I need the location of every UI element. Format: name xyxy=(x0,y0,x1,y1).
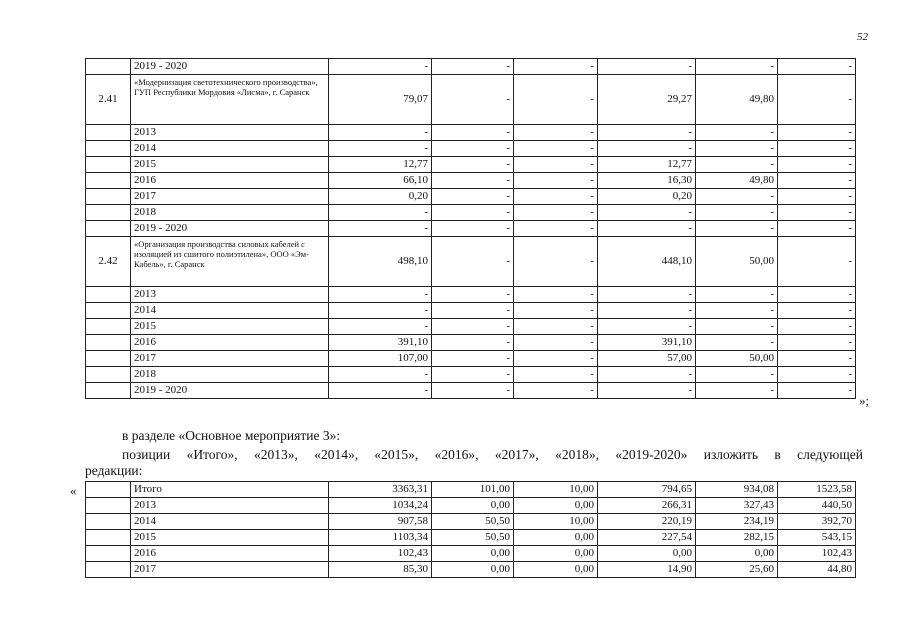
table-row xyxy=(86,514,856,530)
value-cell: - xyxy=(329,287,432,303)
table-row xyxy=(86,351,856,367)
instruction-text: позиции «Итого», «2013», «2014», «2015», «2016», «2017», «2018», «2019-2020» изложить в следующей xyxy=(122,447,863,462)
section-heading-text: в разделе «Основное мероприятие 3»: xyxy=(122,428,341,443)
value-cell: - xyxy=(432,157,514,173)
value-cell: 79,07 xyxy=(329,75,432,125)
value-cell: - xyxy=(432,383,514,399)
value-cell: - xyxy=(329,125,432,141)
value-cell: - xyxy=(696,303,778,319)
value-cell: 234,19 xyxy=(696,514,778,530)
value-cell: 3363,31 xyxy=(329,482,432,498)
row-number-cell xyxy=(86,173,131,189)
table-row xyxy=(86,189,856,205)
row-number-cell xyxy=(86,335,131,351)
value-cell: 391,10 xyxy=(329,335,432,351)
value-cell: - xyxy=(514,335,598,351)
value-cell: - xyxy=(514,189,598,205)
row-number-cell: 2.41 xyxy=(86,75,131,125)
period-cell: 2017 xyxy=(131,351,329,367)
value-cell: 85,30 xyxy=(329,562,432,578)
row-number-cell xyxy=(86,59,131,75)
period-cell: 2017 xyxy=(131,562,329,578)
row-number-cell xyxy=(86,141,131,157)
value-cell: 0,00 xyxy=(514,546,598,562)
value-cell: - xyxy=(514,173,598,189)
closing-quote-mark: »; xyxy=(859,393,870,408)
value-cell: 0,00 xyxy=(696,546,778,562)
value-cell: 14,90 xyxy=(598,562,696,578)
table-row xyxy=(86,562,856,578)
page-number: 52 xyxy=(857,31,868,43)
value-cell: - xyxy=(696,157,778,173)
value-cell: 0,00 xyxy=(514,562,598,578)
value-cell: 0,00 xyxy=(432,546,514,562)
value-cell: - xyxy=(598,125,696,141)
table-row xyxy=(86,546,856,562)
period-cell: Итого xyxy=(131,482,329,498)
value-cell: 0,00 xyxy=(432,562,514,578)
table-row xyxy=(86,303,856,319)
value-cell: - xyxy=(329,59,432,75)
period-cell: 2014 xyxy=(131,514,329,530)
row-number-cell xyxy=(86,205,131,221)
table-row xyxy=(86,530,856,546)
value-cell: - xyxy=(778,351,856,367)
table-row xyxy=(86,383,856,399)
value-cell: - xyxy=(696,125,778,141)
instruction-text-continued: редакции: xyxy=(85,463,143,478)
project-name-cell: «Модернизация светотехнического производства», ГУП Республики Мордовия «Лисма», г. Саранск xyxy=(131,75,329,125)
value-cell: 12,77 xyxy=(329,157,432,173)
value-cell: - xyxy=(432,141,514,157)
table-row xyxy=(86,205,856,221)
value-cell: 49,80 xyxy=(696,75,778,125)
value-cell: - xyxy=(696,319,778,335)
period-cell: 2013 xyxy=(131,287,329,303)
table-row xyxy=(86,482,856,498)
value-cell: 543,15 xyxy=(778,530,856,546)
value-cell: - xyxy=(696,189,778,205)
value-cell: - xyxy=(514,59,598,75)
value-cell: 66,10 xyxy=(329,173,432,189)
value-cell: 50,00 xyxy=(696,237,778,287)
row-number-cell xyxy=(86,287,131,303)
period-cell: 2016 xyxy=(131,335,329,351)
value-cell: 498,10 xyxy=(329,237,432,287)
value-cell: 10,00 xyxy=(514,514,598,530)
value-cell: - xyxy=(514,351,598,367)
value-cell: - xyxy=(432,59,514,75)
value-cell: 29,27 xyxy=(598,75,696,125)
period-cell: 2017 xyxy=(131,189,329,205)
period-cell: 2015 xyxy=(131,530,329,546)
value-cell: - xyxy=(696,59,778,75)
value-cell: 57,00 xyxy=(598,351,696,367)
value-cell: - xyxy=(329,383,432,399)
value-cell: - xyxy=(514,303,598,319)
value-cell: - xyxy=(329,319,432,335)
row-number-cell xyxy=(86,189,131,205)
value-cell: - xyxy=(432,221,514,237)
period-cell: 2016 xyxy=(131,173,329,189)
period-cell: 2018 xyxy=(131,205,329,221)
value-cell: - xyxy=(778,125,856,141)
table-row xyxy=(86,173,856,189)
value-cell: - xyxy=(514,75,598,125)
value-cell: - xyxy=(432,351,514,367)
row-number-cell: 2.42 xyxy=(86,237,131,287)
value-cell: - xyxy=(696,205,778,221)
table-row xyxy=(86,59,856,75)
value-cell: - xyxy=(778,141,856,157)
value-cell: 44,80 xyxy=(778,562,856,578)
period-cell: 2019 - 2020 xyxy=(131,221,329,237)
value-cell: - xyxy=(696,383,778,399)
table-row xyxy=(86,319,856,335)
value-cell: - xyxy=(598,287,696,303)
value-cell: - xyxy=(432,125,514,141)
value-cell: - xyxy=(778,383,856,399)
value-cell: - xyxy=(598,303,696,319)
value-cell: - xyxy=(696,141,778,157)
period-cell: 2016 xyxy=(131,546,329,562)
period-cell: 2018 xyxy=(131,367,329,383)
value-cell: 266,31 xyxy=(598,498,696,514)
table-row xyxy=(86,157,856,173)
value-cell: - xyxy=(432,335,514,351)
row-number-cell xyxy=(86,367,131,383)
value-cell: - xyxy=(778,221,856,237)
value-cell: 440,50 xyxy=(778,498,856,514)
value-cell: - xyxy=(329,141,432,157)
value-cell: 282,15 xyxy=(696,530,778,546)
value-cell: 448,10 xyxy=(598,237,696,287)
value-cell: - xyxy=(514,221,598,237)
value-cell: 50,50 xyxy=(432,514,514,530)
value-cell: - xyxy=(598,141,696,157)
row-number-cell xyxy=(86,562,131,578)
value-cell: 220,19 xyxy=(598,514,696,530)
value-cell: 907,58 xyxy=(329,514,432,530)
row-number-cell xyxy=(86,514,131,530)
row-number-cell xyxy=(86,351,131,367)
value-cell: - xyxy=(778,173,856,189)
value-cell: 16,30 xyxy=(598,173,696,189)
period-cell: 2019 - 2020 xyxy=(131,383,329,399)
row-number-cell xyxy=(86,221,131,237)
value-cell: - xyxy=(598,319,696,335)
period-cell: 2019 - 2020 xyxy=(131,59,329,75)
value-cell: - xyxy=(432,303,514,319)
opening-quote-mark: « xyxy=(70,483,77,498)
value-cell: 0,00 xyxy=(514,498,598,514)
value-cell: 0,00 xyxy=(514,530,598,546)
value-cell: - xyxy=(514,125,598,141)
value-cell: - xyxy=(778,157,856,173)
value-cell: - xyxy=(329,303,432,319)
value-cell: - xyxy=(514,205,598,221)
value-cell: - xyxy=(778,59,856,75)
value-cell: 1103,34 xyxy=(329,530,432,546)
row-number-cell xyxy=(86,482,131,498)
value-cell: 101,00 xyxy=(432,482,514,498)
value-cell: - xyxy=(329,205,432,221)
value-cell: - xyxy=(778,335,856,351)
value-cell: - xyxy=(778,367,856,383)
value-cell: - xyxy=(598,221,696,237)
period-cell: 2015 xyxy=(131,157,329,173)
value-cell: - xyxy=(514,367,598,383)
table-row xyxy=(86,221,856,237)
value-cell: - xyxy=(778,75,856,125)
row-number-cell xyxy=(86,125,131,141)
value-cell: - xyxy=(432,189,514,205)
table-row xyxy=(86,125,856,141)
value-cell: 1034,24 xyxy=(329,498,432,514)
value-cell: - xyxy=(514,237,598,287)
replacement-table xyxy=(85,481,856,578)
period-cell: 2013 xyxy=(131,125,329,141)
value-cell: - xyxy=(778,303,856,319)
value-cell: 102,43 xyxy=(329,546,432,562)
value-cell: 1523,58 xyxy=(778,482,856,498)
value-cell: 50,50 xyxy=(432,530,514,546)
value-cell: - xyxy=(514,287,598,303)
value-cell: - xyxy=(432,319,514,335)
row-number-cell xyxy=(86,157,131,173)
value-cell: - xyxy=(329,367,432,383)
table-row xyxy=(86,498,856,514)
value-cell: - xyxy=(432,75,514,125)
table-row xyxy=(86,75,856,125)
value-cell: - xyxy=(696,335,778,351)
value-cell: - xyxy=(598,383,696,399)
value-cell: - xyxy=(696,367,778,383)
value-cell: 934,08 xyxy=(696,482,778,498)
value-cell: 794,65 xyxy=(598,482,696,498)
value-cell: 227,54 xyxy=(598,530,696,546)
value-cell: - xyxy=(514,319,598,335)
value-cell: 392,70 xyxy=(778,514,856,530)
value-cell: 25,60 xyxy=(696,562,778,578)
value-cell: 50,00 xyxy=(696,351,778,367)
value-cell: 0,20 xyxy=(329,189,432,205)
table-row xyxy=(86,141,856,157)
table-row xyxy=(86,367,856,383)
period-cell: 2013 xyxy=(131,498,329,514)
value-cell: - xyxy=(778,189,856,205)
value-cell: 391,10 xyxy=(598,335,696,351)
project-name-cell: «Организация производства силовых кабелей с изоляцией из сшитого полиэтилена», ООО «Эм-Кабель», г. Саранск xyxy=(131,237,329,287)
row-number-cell xyxy=(86,383,131,399)
value-cell: - xyxy=(598,59,696,75)
row-number-cell xyxy=(86,319,131,335)
value-cell: - xyxy=(432,287,514,303)
value-cell: - xyxy=(432,205,514,221)
value-cell: 107,00 xyxy=(329,351,432,367)
row-number-cell xyxy=(86,303,131,319)
value-cell: 327,43 xyxy=(696,498,778,514)
row-number-cell xyxy=(86,546,131,562)
value-cell: - xyxy=(432,173,514,189)
row-number-cell xyxy=(86,530,131,546)
value-cell: - xyxy=(778,319,856,335)
value-cell: - xyxy=(778,237,856,287)
period-cell: 2015 xyxy=(131,319,329,335)
table-row xyxy=(86,237,856,287)
value-cell: 10,00 xyxy=(514,482,598,498)
value-cell: - xyxy=(514,141,598,157)
value-cell: - xyxy=(432,367,514,383)
value-cell: - xyxy=(514,157,598,173)
value-cell: - xyxy=(696,287,778,303)
value-cell: - xyxy=(514,383,598,399)
value-cell: 12,77 xyxy=(598,157,696,173)
value-cell: 0,00 xyxy=(598,546,696,562)
value-cell: 102,43 xyxy=(778,546,856,562)
value-cell: - xyxy=(778,287,856,303)
value-cell: - xyxy=(432,237,514,287)
continuation-table xyxy=(85,58,856,399)
value-cell: 0,20 xyxy=(598,189,696,205)
row-number-cell xyxy=(86,498,131,514)
value-cell: - xyxy=(598,205,696,221)
value-cell: 49,80 xyxy=(696,173,778,189)
value-cell: - xyxy=(778,205,856,221)
period-cell: 2014 xyxy=(131,303,329,319)
value-cell: - xyxy=(598,367,696,383)
value-cell: 0,00 xyxy=(432,498,514,514)
period-cell: 2014 xyxy=(131,141,329,157)
value-cell: - xyxy=(329,221,432,237)
value-cell: - xyxy=(696,221,778,237)
table-row xyxy=(86,287,856,303)
table-row xyxy=(86,335,856,351)
